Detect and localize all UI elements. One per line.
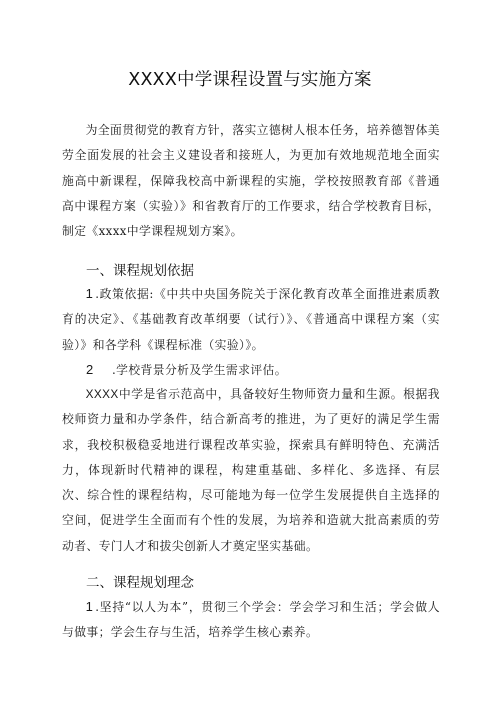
philosophy-item: [62, 594, 440, 646]
item-number: 1: [85, 599, 94, 614]
document-title: XXXX中学课程设置与实施方案: [128, 70, 372, 90]
section-heading-philosophy: 二、课程规划理念: [86, 575, 194, 591]
school-background-paragraph: [62, 382, 440, 559]
policy-basis-item: [62, 281, 440, 358]
school-name: XXXX: [85, 387, 119, 401]
school-background-text: 中学是省示范高中，具备较好生物师资力量和生源。根据我校师资力量和办学条件，结合新高考的推进，为了更好的满足学生需求，我校积极稳妥地进行课程改革实验，探索具有鲜明特色、充满活力，体现新时代精神的课程，构建重基础、多样化、多选择、有层次、综合性的课程结构，尽可能地为每一位学生发展提供自主选择的空间，促进学生全面而有个性的发展，为培养和造就大批高素质的劳动者、专门人才和拔尖创新人才奠定坚实基础。: [62, 387, 440, 553]
background-analysis-item: [86, 357, 287, 383]
intro-paragraph: 为全面贯彻党的教育方针，落实立德树人根本任务，培养德智体美劳全面发展的社会主义建设者和接班人，为更加有效地规范地全面实施高中新课程，保障我校高中新课程的实施，学校按照教育部《普通高中课程方案（实验）》和省教育厅的工作要求，结合学校教育目标，制定《xxxx中学课程规划方案》。: [62, 123, 440, 239]
philosophy-text: .坚持“以人为本”，贯彻三个学会：学会学习和生活；学会做人与做事；学会生存与生活，培养学生核心素养。: [62, 600, 440, 640]
section-heading-basis: 一、课程规划依据: [86, 263, 194, 279]
item-number: 1: [85, 286, 94, 301]
policy-basis-text: .政策依据:《中共中央国务院关于深化教育改革全面推进素质教育的决定》、《基础教育改革纲要（试行）》、《普通高中课程方案（实验）》和各学科《课程标准（实验）》。: [62, 287, 440, 352]
item-number: 2: [86, 362, 94, 377]
background-analysis-text: .学校背景分析及学生需求评估。: [112, 363, 287, 377]
